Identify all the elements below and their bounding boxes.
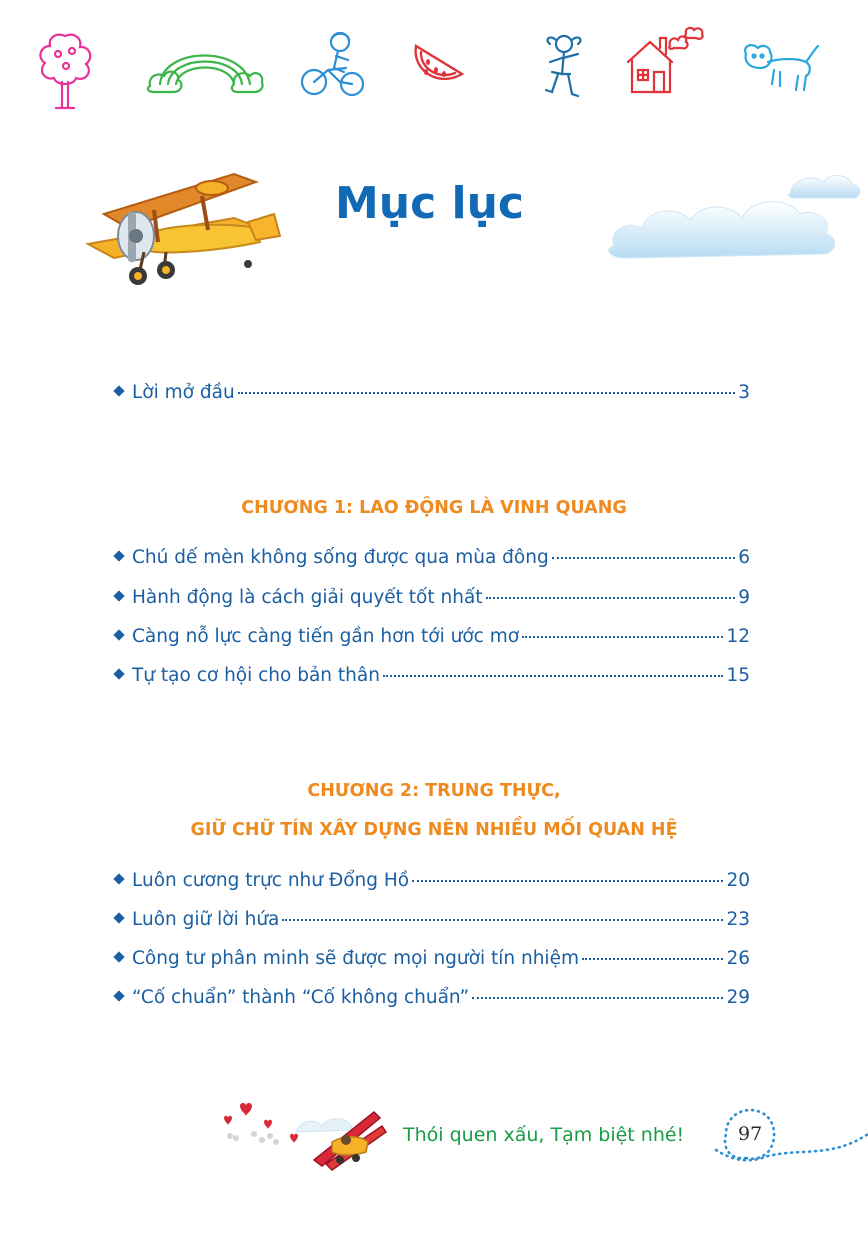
toc-entry[interactable] (115, 547, 750, 573)
toc-entry[interactable] (115, 587, 750, 613)
dot-leader (472, 997, 723, 999)
rainbow-icon (146, 38, 264, 96)
page-title: Mục lục (335, 178, 524, 229)
watermelon-icon (408, 40, 468, 90)
toc-entry-page: 23 (726, 909, 750, 930)
toc-entry-label: Tự tạo cơ hội cho bản thân (132, 665, 380, 686)
dot-leader (383, 675, 724, 677)
diamond-bullet-icon (113, 590, 124, 601)
toc-entry[interactable] (115, 987, 750, 1013)
dot-leader (412, 880, 723, 882)
girl-icon (538, 32, 592, 102)
toc-entry-label: Chú dế mèn không sống được qua mùa đông (132, 547, 549, 568)
dog-icon (740, 40, 820, 98)
book-title: Thói quen xấu, Tạm biệt nhé! (403, 1124, 685, 1146)
tree-icon (34, 28, 96, 112)
dot-leader (282, 919, 723, 921)
toc-entry-page: 12 (726, 626, 750, 647)
diamond-bullet-icon (113, 668, 124, 679)
page-number-frame-icon (712, 1104, 868, 1166)
boy-on-bicycle-icon (300, 30, 364, 98)
chapter-2-heading-line-1: CHƯƠNG 2: TRUNG THỰC, (307, 781, 561, 801)
clouds-illustration (600, 168, 862, 274)
chapter-2-heading-line-2: GIỮ CHỮ TÍN XÂY DỰNG NÊN NHIỀU MỐI QUAN HỆ (190, 820, 678, 840)
toc-entry[interactable] (115, 870, 750, 896)
toc-entry-page: 3 (738, 382, 750, 403)
toc-entry-label: “Cố chuẩn” thành “Cố không chuẩn” (132, 987, 470, 1008)
diamond-bullet-icon (113, 873, 124, 884)
dot-leader (552, 557, 736, 559)
house-icon (624, 26, 708, 96)
diamond-bullet-icon (113, 629, 124, 640)
diamond-bullet-icon (113, 912, 124, 923)
footer-plane-hearts-illustration (206, 1096, 396, 1174)
page-number: 97 (738, 1123, 763, 1145)
diamond-bullet-icon (113, 990, 124, 1001)
toc-entry-label: Lời mở đầu (132, 382, 235, 403)
toc-entry-label: Công tư phân minh sẽ được mọi người tín nhiệm (132, 948, 579, 969)
toc-entry-label: Luôn giữ lời hứa (132, 909, 280, 930)
toc-entry-page: 29 (726, 987, 750, 1008)
toc-entry[interactable] (115, 909, 750, 935)
toc-entry-page: 26 (726, 948, 750, 969)
toc-entry-intro[interactable] (115, 382, 750, 408)
toc-entry-page: 15 (726, 665, 750, 686)
toc-entry-label: Càng nỗ lực càng tiến gần hơn tới ước mơ (132, 626, 520, 647)
chapter-1-heading: CHƯƠNG 1: LAO ĐỘNG LÀ VINH QUANG (241, 498, 627, 518)
diamond-bullet-icon (113, 951, 124, 962)
toc-entry[interactable] (115, 665, 750, 691)
toc-entry-label: Hành động là cách giải quyết tốt nhất (132, 587, 483, 608)
toc-entry-page: 9 (738, 587, 750, 608)
biplane-illustration (84, 166, 294, 292)
toc-entry-page: 20 (726, 870, 750, 891)
toc-entry-page: 6 (738, 547, 750, 568)
diamond-bullet-icon (113, 550, 124, 561)
toc-entry[interactable] (115, 626, 750, 652)
diamond-bullet-icon (113, 385, 124, 396)
dot-leader (582, 958, 723, 960)
dot-leader (486, 597, 736, 599)
dot-leader (238, 392, 736, 394)
dot-leader (522, 636, 723, 638)
toc-entry[interactable] (115, 948, 750, 974)
toc-entry-label: Luôn cương trực như Đổng Hồ (132, 870, 410, 891)
